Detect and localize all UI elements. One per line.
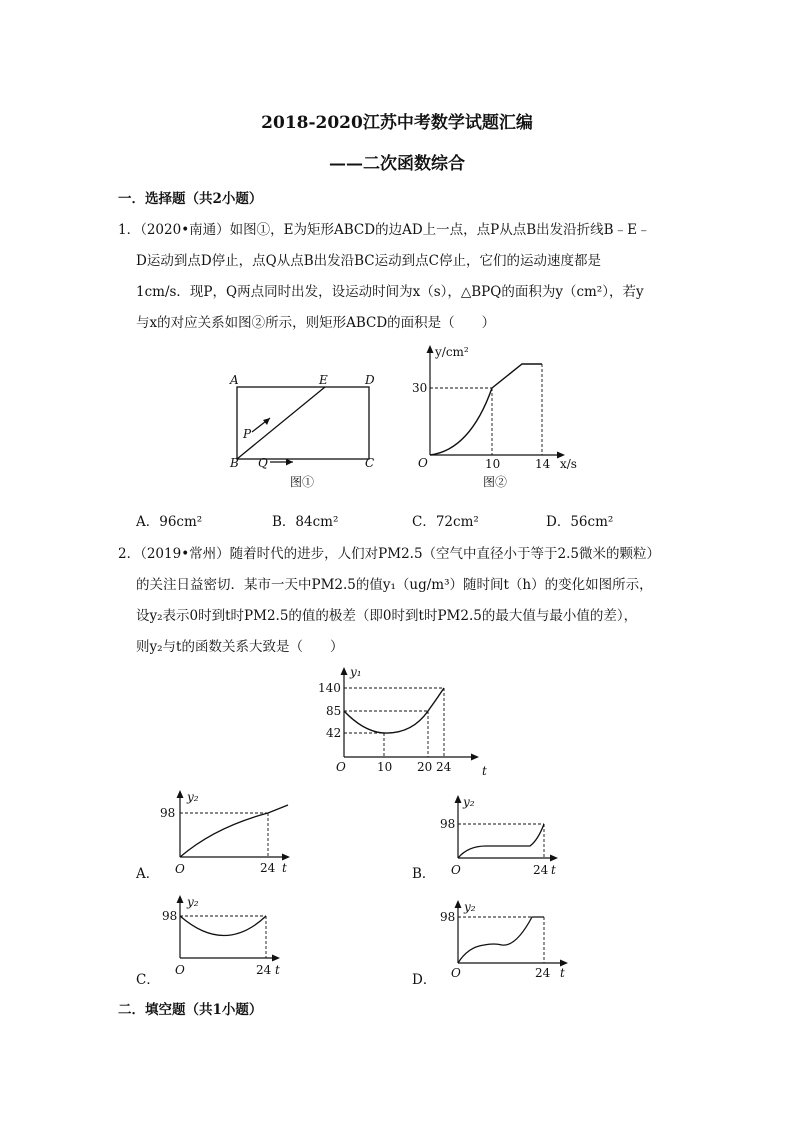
option-a-tick-98: 98 xyxy=(160,806,176,820)
option-b-origin: O xyxy=(451,863,461,877)
option-c-origin: O xyxy=(175,963,185,977)
label-P: P xyxy=(243,427,252,441)
q2-option-b[interactable]: B． xyxy=(412,866,436,882)
q1-line-3: 1cm/s．现P，Q两点同时出发，设运动时间为x（s），△BPQ的面积为y（cm²），若y xyxy=(136,284,644,300)
main-graph-xlabel: t xyxy=(482,764,487,778)
option-b-xlabel: t xyxy=(551,863,556,877)
q2-option-b-graph xyxy=(438,790,578,885)
main-graph-tick-140: 140 xyxy=(318,681,341,695)
main-graph-tick-42: 42 xyxy=(326,726,342,740)
option-d-origin: O xyxy=(451,966,461,980)
page-subtitle: ——二次函数综合 xyxy=(329,154,465,174)
figure-2-xlabel: x/s xyxy=(560,457,577,471)
section-heading-fill-blank: 二．填空题（共1小题） xyxy=(118,1002,263,1018)
main-graph-tick-20: 20 xyxy=(417,760,433,774)
main-graph-tick-85: 85 xyxy=(326,704,342,718)
figure-2-origin: O xyxy=(418,456,428,470)
figure-2-tick-14: 14 xyxy=(535,457,551,471)
q2-option-c-graph xyxy=(160,890,300,985)
option-a-xlabel: t xyxy=(282,861,287,875)
figure-2-tick-30: 30 xyxy=(412,381,428,395)
q2-option-d-graph xyxy=(438,895,578,990)
option-b-ylabel: y₂ xyxy=(463,795,475,809)
option-c-xlabel: t xyxy=(275,963,280,977)
section-heading-choice: 一．选择题（共2小题） xyxy=(118,191,263,207)
option-d-ylabel: y₂ xyxy=(464,900,476,914)
q2-main-graph xyxy=(312,660,497,778)
option-c-ylabel: y₂ xyxy=(187,895,199,909)
q2-line-1: 2．（2019•常州）随着时代的进步，人们对PM2.5（空气中直径小于等于2.5微米的颗粒） xyxy=(118,546,661,562)
q2-line-3: 设y₂表示0时到t时PM2.5的值的极差（即0时到t时PM2.5的最大值与最小值的差）， xyxy=(136,608,638,624)
q2-line-4: 则y₂与t的函数关系大致是（ ） xyxy=(136,639,344,655)
figure-1-caption: 图① xyxy=(290,475,315,489)
option-d-tick-24: 24 xyxy=(535,966,551,980)
main-graph-tick-10: 10 xyxy=(377,760,393,774)
main-graph-tick-24: 24 xyxy=(436,760,452,774)
label-E: E xyxy=(319,373,328,387)
label-C: C xyxy=(365,456,375,470)
q1-line-1: 1．（2020•南通）如图①，E为矩形ABCD的边AD上一点，点P从点B出发沿折线B﹣E﹣ xyxy=(118,222,651,238)
label-Q: Q xyxy=(258,456,268,470)
option-c-tick-98: 98 xyxy=(162,909,178,923)
option-c-tick-24: 24 xyxy=(256,963,272,977)
option-b-tick-24: 24 xyxy=(533,863,549,877)
q1-option-a[interactable]: A．96cm² xyxy=(136,514,203,530)
option-d-xlabel: t xyxy=(560,966,565,980)
option-d-tick-98: 98 xyxy=(440,910,456,924)
main-graph-ylabel: y₁ xyxy=(350,665,362,679)
q1-option-c[interactable]: C．72cm² xyxy=(412,514,479,530)
q2-line-2: 的关注日益密切．某市一天中PM2.5的值y₁（ug/m³）随时间t（h）的变化如图所示， xyxy=(136,577,653,593)
q2-option-d[interactable]: D． xyxy=(412,972,437,988)
q1-line-4: 与x的对应关系如图②所示，则矩形ABCD的面积是（ ） xyxy=(136,315,496,331)
page-title: 2018-2020江苏中考数学试题汇编 xyxy=(261,113,533,133)
figure-2-ylabel: y/cm² xyxy=(435,345,469,359)
option-a-tick-24: 24 xyxy=(260,861,276,875)
q1-option-b[interactable]: B．84cm² xyxy=(272,514,339,530)
label-A: A xyxy=(230,373,239,387)
option-b-tick-98: 98 xyxy=(440,817,456,831)
q2-option-a-graph xyxy=(160,785,300,880)
q2-option-a[interactable]: A． xyxy=(136,866,160,882)
figure-2-tick-10: 10 xyxy=(485,457,501,471)
q1-figure-1 xyxy=(228,370,388,495)
main-graph-origin: O xyxy=(336,760,346,774)
option-a-origin: O xyxy=(175,862,185,876)
label-B: B xyxy=(230,456,239,470)
q1-line-2: D运动到点D停止，点Q从点B出发沿BC运动到点C停止，它们的运动速度都是 xyxy=(136,253,601,269)
q1-figure-2 xyxy=(410,340,590,500)
figure-2-caption: 图② xyxy=(483,475,508,489)
q2-option-c[interactable]: C． xyxy=(136,972,160,988)
option-a-ylabel: y₂ xyxy=(187,790,199,804)
q1-option-d[interactable]: D．56cm² xyxy=(546,514,614,530)
label-D: D xyxy=(365,373,375,387)
